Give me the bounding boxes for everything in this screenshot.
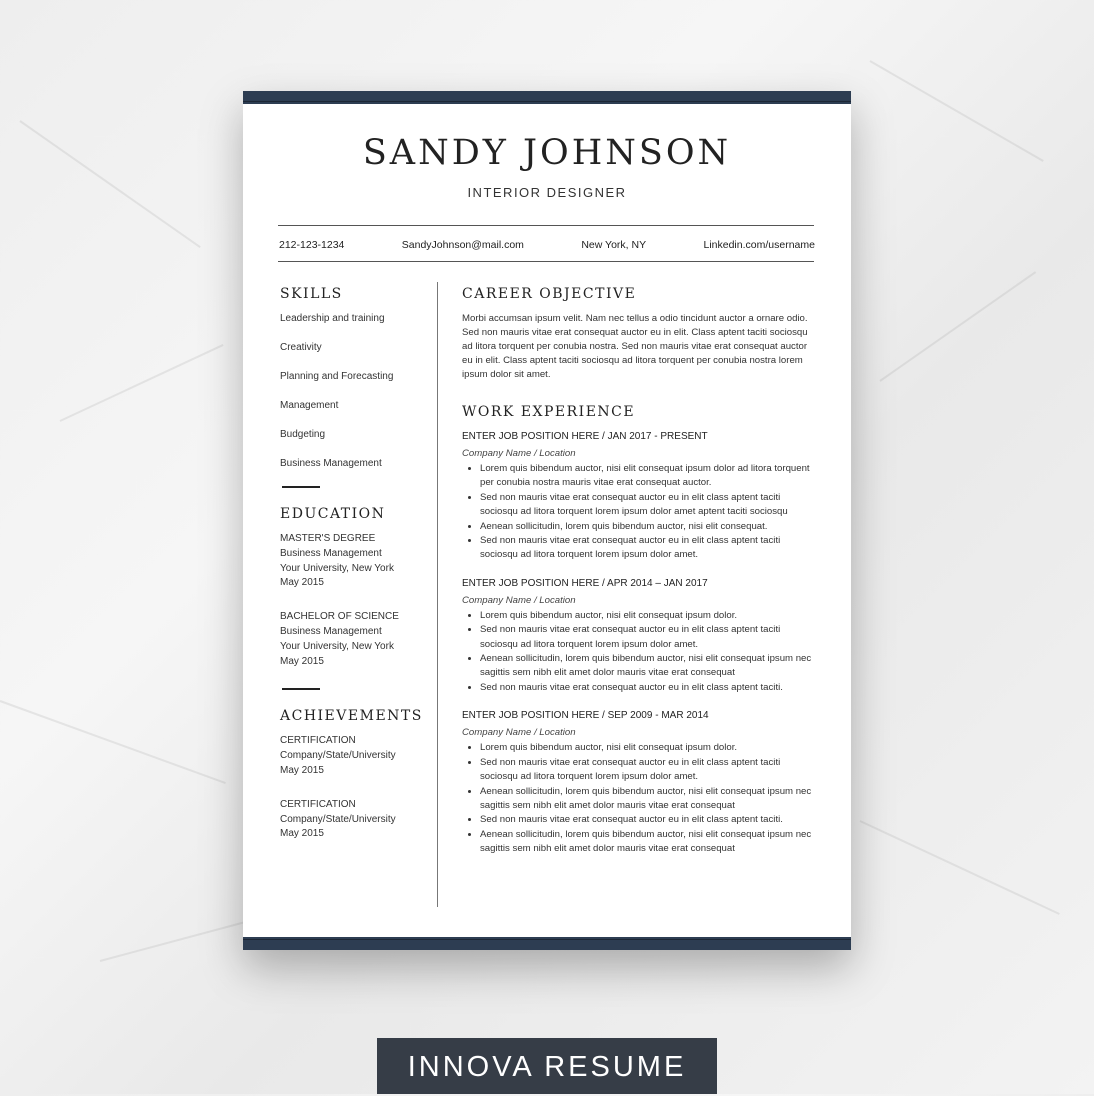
achievements-heading: ACHIEVEMENTS [280,708,423,725]
job-bullet: • Aenean sollicitudin, lorem quis bibendum auctor, nisi elit consequat ipsum nec sagittis sem nibh elit amet dolor mauris vitae erat consequat [480,785,817,814]
job-bullet: • Sed non mauris vitae erat consequat auctor eu in elit class aptent taciti. [480,681,817,695]
work-heading: WORK EXPERIENCE [462,404,636,420]
achievement-date: May 2015 [280,764,324,776]
achievement-entry [280,734,430,778]
job-entry [462,577,817,695]
job-bullet: • Lorem quis bibendum auctor, nisi elit consequat ipsum dolor ad litora torquent per conubia nostra mauris vitae erat consequat auctor. [480,462,817,491]
education-school: Your University, New York [280,562,394,574]
job-bullet: • Aenean sollicitudin, lorem quis bibendum auctor, nisi elit consequat ipsum nec sagittis sem nibh elit amet dolor mauris vitae erat consequat [480,652,817,681]
contact-rule-top [278,225,814,226]
job-bullet: • Sed non mauris vitae erat consequat auctor eu in elit class aptent taciti sociosqu ad litora torquent lorem ipsum dolor amet. [480,756,817,785]
job-company: Company Name / Location [462,594,576,606]
brand-label: INNOVA RESUME [377,1038,717,1094]
achievement-org: Company/State/University [280,750,396,762]
contact-linkedin: Linkedin.com/username [703,239,815,251]
contact-bar [279,239,815,251]
contact-email: SandyJohnson@mail.com [401,239,524,251]
section-dash [282,486,320,488]
job-bullet: • Lorem quis bibendum auctor, nisi elit consequat ipsum dolor. [480,741,817,755]
job-bullet: • Sed non mauris vitae erat consequat auctor eu in elit class aptent taciti sociosqu ad litora torquent lorem ipsum dolor amet. [480,534,817,563]
contact-phone: 212-123-1234 [279,239,345,251]
achievement-entry [280,798,430,842]
education-field: Business Management [280,547,382,559]
contact-location: New York, NY [581,239,647,251]
candidate-name: SANDY JOHNSON [362,133,732,173]
achievement-org: Company/State/University [280,813,396,825]
education-field: Business Management [280,625,382,637]
resume-page [243,91,851,950]
job-bullet: • Sed non mauris vitae erat consequat auctor eu in elit class aptent taciti. [480,813,817,827]
achievement-date: May 2015 [280,828,324,840]
achievement-title: CERTIFICATION [280,798,356,810]
section-dash [282,688,320,690]
education-entry [280,610,430,669]
job-company: Company Name / Location [462,448,576,459]
education-date: May 2015 [280,655,324,667]
objective-heading: CAREER OBJECTIVE [462,286,637,302]
achievement-title: CERTIFICATION [280,735,356,747]
job-bullets [462,741,817,856]
right-column [462,286,817,871]
job-bullets [462,462,817,563]
objective-text: Morbi accumsan ipsum velit. Nam nec tellus a odio tincidunt auctor a ornare odio. Sed non mauris vitae erat consequat auctor eu in elit. Class aptent taciti sociosqu ad litora torquent per conubia nostra. Sed non mauris vitae erat consequat auctor eu in elit. Class aptent taciti sociosqu ad litora torquent per conubia nostra lorem ipsum dolor sit amet. [462,313,808,380]
job-bullet: • Aenean sollicitudin, lorem quis bibendum auctor, nisi elit consequat ipsum nec sagittis sem nibh elit amet dolor mauris vitae erat consequat [480,828,817,857]
bottom-band [243,937,851,950]
job-bullet: • Sed non mauris vitae erat consequat auctor eu in elit class aptent taciti sociosqu ad litora torquent lorem ipsum dolor amet aptent taciti sociosqu [480,491,817,520]
education-degree: BACHELOR OF SCIENCE [280,611,399,623]
job-title: ENTER JOB POSITION HERE / APR 2014 – JAN 2017 [462,577,708,589]
job-bullets [462,609,817,695]
skill-item: Creativity [280,342,322,353]
education-school: Your University, New York [280,640,394,652]
job-title: ENTER JOB POSITION HERE / SEP 2009 - MAR 2014 [462,710,709,722]
skill-item: Planning and Forecasting [280,371,394,382]
column-divider [437,282,438,907]
education-entry [280,532,430,591]
top-band [243,91,851,104]
job-company: Company Name / Location [462,727,576,739]
job-entry [462,709,817,856]
candidate-title: INTERIOR DESIGNER [467,185,627,200]
job-bullet: • Sed non mauris vitae erat consequat auctor eu in elit class aptent taciti sociosqu ad litora torquent lorem ipsum dolor amet. [480,623,817,652]
job-title: ENTER JOB POSITION HERE / JAN 2017 - PRESENT [462,431,708,442]
education-date: May 2015 [280,577,324,589]
skill-item: Budgeting [280,429,326,440]
job-entry [462,430,817,563]
skill-item: Business Management [280,458,382,469]
job-bullet: • Aenean sollicitudin, lorem quis bibendum auctor, nisi elit consequat. [480,520,817,534]
job-bullet: • Lorem quis bibendum auctor, nisi elit consequat ipsum dolor. [480,609,817,623]
left-column [280,286,430,861]
education-heading: EDUCATION [280,506,386,522]
skill-item: Management [280,400,339,411]
skills-heading: SKILLS [280,286,343,302]
education-degree: MASTER'S DEGREE [280,533,376,544]
contact-rule-bottom [278,261,814,262]
skill-item: Leadership and training [280,313,385,324]
